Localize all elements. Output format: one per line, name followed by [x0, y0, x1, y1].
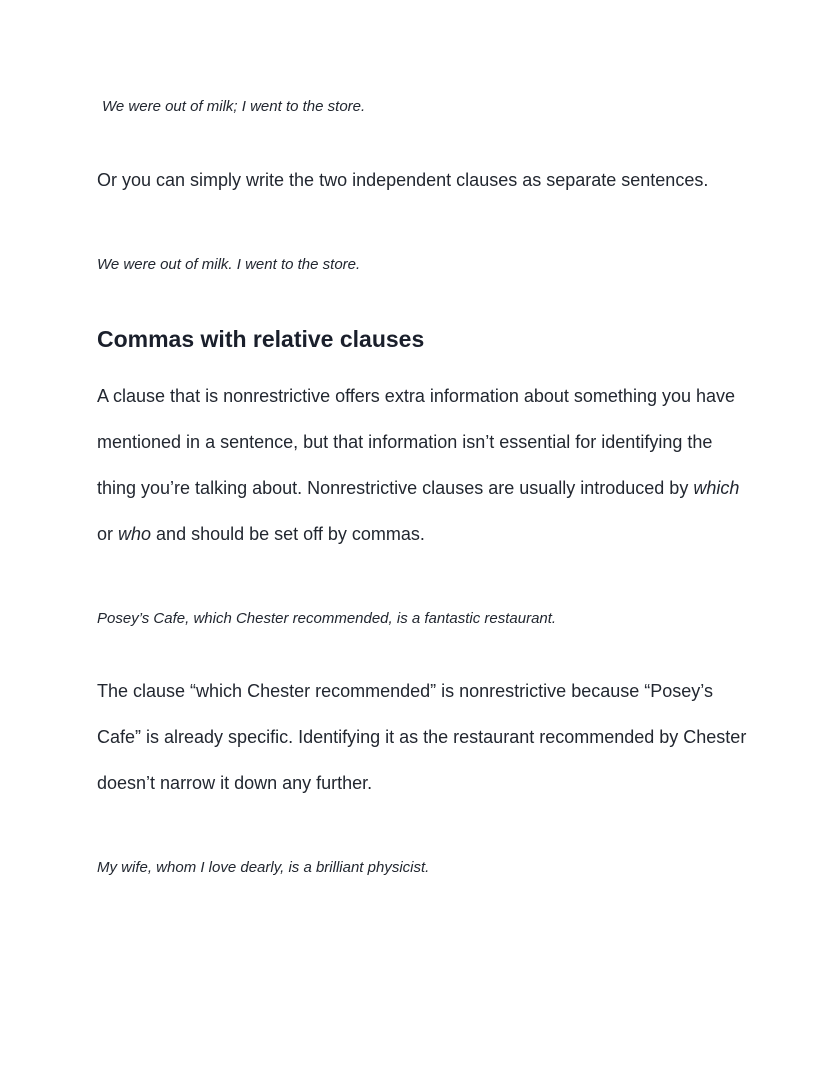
- nonrestrictive-paragraph: [97, 373, 747, 557]
- example-sentence-semicolon: We were out of milk; I went to the store.: [102, 98, 366, 115]
- section-heading: Commas with relative clauses: [97, 326, 425, 352]
- example-sentence-wife: My wife, whom I love dearly, is a brilliant physicist.: [97, 859, 430, 876]
- nonrestrictive-text-1: A clause that is nonrestrictive offers extra information about something you have mentioned in a sentence, but that information isn’t essential for identifying the thing you’re talking about. Nonrestrictive clauses are usually introduced by: [97, 386, 736, 498]
- nonrestrictive-text-3: and should be set off by commas.: [151, 524, 425, 544]
- example-sentence-posey: Posey’s Cafe, which Chester recommended, is a fantastic restaurant.: [97, 610, 557, 627]
- example-sentence-separate: We were out of milk. I went to the store.: [97, 256, 361, 273]
- separate-sentences-paragraph: Or you can simply write the two independent clauses as separate sentences.: [97, 170, 709, 190]
- keyword-who: who: [118, 524, 152, 544]
- nonrestrictive-text-2: or: [97, 524, 119, 544]
- keyword-which: which: [693, 478, 740, 498]
- explanation-paragraph: The clause “which Chester recommended” is nonrestrictive because “Posey’s Cafe” is already specific. Identifying it as the restaurant recommended by Chester doesn’t narrow it down any further.: [97, 681, 747, 793]
